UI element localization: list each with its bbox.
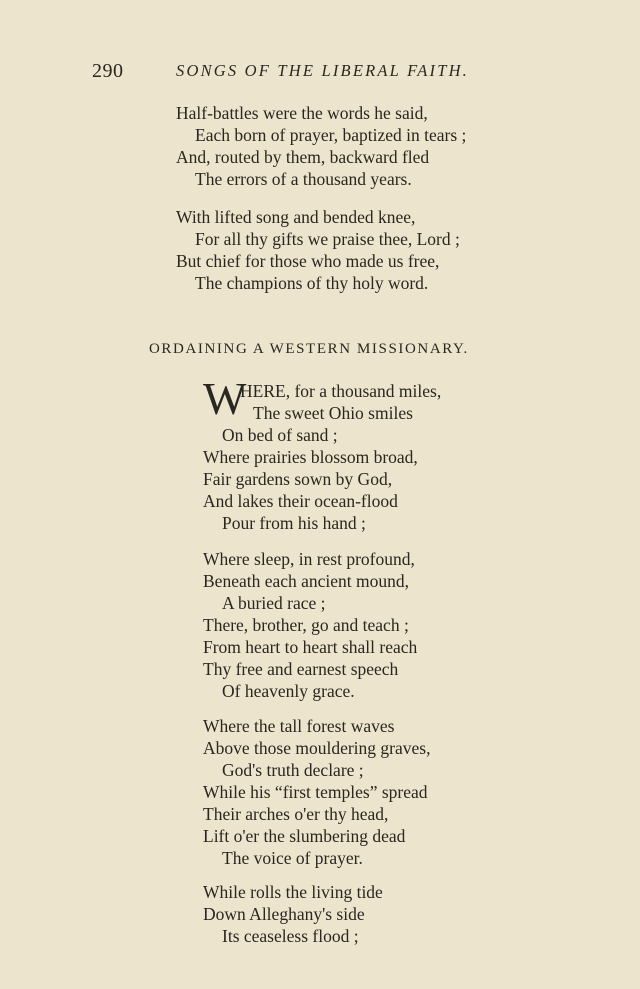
verse-line: While rolls the living tide xyxy=(203,882,383,902)
verse-line: On bed of sand ; xyxy=(222,425,338,445)
stanza xyxy=(203,402,418,534)
verse-line: HERE, for a thousand miles, xyxy=(240,381,442,401)
verse-line: And, routed by them, backward fled xyxy=(176,147,430,167)
poem-title: ORDAINING A WESTERN MISSIONARY. xyxy=(149,341,469,357)
verse-line: There, brother, go and teach ; xyxy=(203,615,409,635)
verse-line: And lakes their ocean-flood xyxy=(203,491,398,511)
verse-line: Its ceaseless flood ; xyxy=(222,926,359,946)
stanza xyxy=(176,102,466,190)
verse-line: A buried race ; xyxy=(222,593,326,613)
verse-line: Where the tall forest waves xyxy=(203,716,395,736)
verse-line: For all thy gifts we praise thee, Lord ; xyxy=(195,229,460,249)
verse-line: Half-battles were the words he said, xyxy=(176,103,428,123)
verse-line: Fair gardens sown by God, xyxy=(203,469,393,489)
verse-line: Pour from his hand ; xyxy=(222,513,366,533)
stanza xyxy=(203,715,430,869)
verse-line: Where prairies blossom broad, xyxy=(203,447,418,467)
verse-line: Their arches o'er thy head, xyxy=(203,804,389,824)
verse-line: The voice of prayer. xyxy=(222,848,363,868)
stanza xyxy=(203,881,383,947)
verse-line: God's truth declare ; xyxy=(222,760,364,780)
verse-line: But chief for those who made us free, xyxy=(176,251,440,271)
drop-cap: W xyxy=(203,373,247,424)
verse-line: Beneath each ancient mound, xyxy=(203,571,410,591)
verse-line: Where sleep, in rest profound, xyxy=(203,549,415,569)
verse-line: The champions of thy holy word. xyxy=(195,273,429,293)
verse-line: While his “first temples” spread xyxy=(203,782,428,802)
verse-line: Thy free and earnest speech xyxy=(203,659,399,679)
stanza xyxy=(203,548,417,702)
page-number: 290 xyxy=(92,60,124,82)
verse-line: Of heavenly grace. xyxy=(222,681,355,701)
running-title: SONGS OF THE LIBERAL FAITH. xyxy=(176,61,470,80)
verse-line: Each born of prayer, baptized in tears ; xyxy=(195,125,467,145)
verse-line: The errors of a thousand years. xyxy=(195,169,412,189)
verse-line: From heart to heart shall reach xyxy=(203,637,418,657)
verse-line: Down Alleghany's side xyxy=(203,904,365,924)
verse-line: With lifted song and bended knee, xyxy=(176,207,416,227)
verse-line: The sweet Ohio smiles xyxy=(253,403,413,423)
stanza xyxy=(176,206,460,294)
verse-line: Lift o'er the slumbering dead xyxy=(203,826,406,846)
verse-line: Above those mouldering graves, xyxy=(203,738,431,758)
